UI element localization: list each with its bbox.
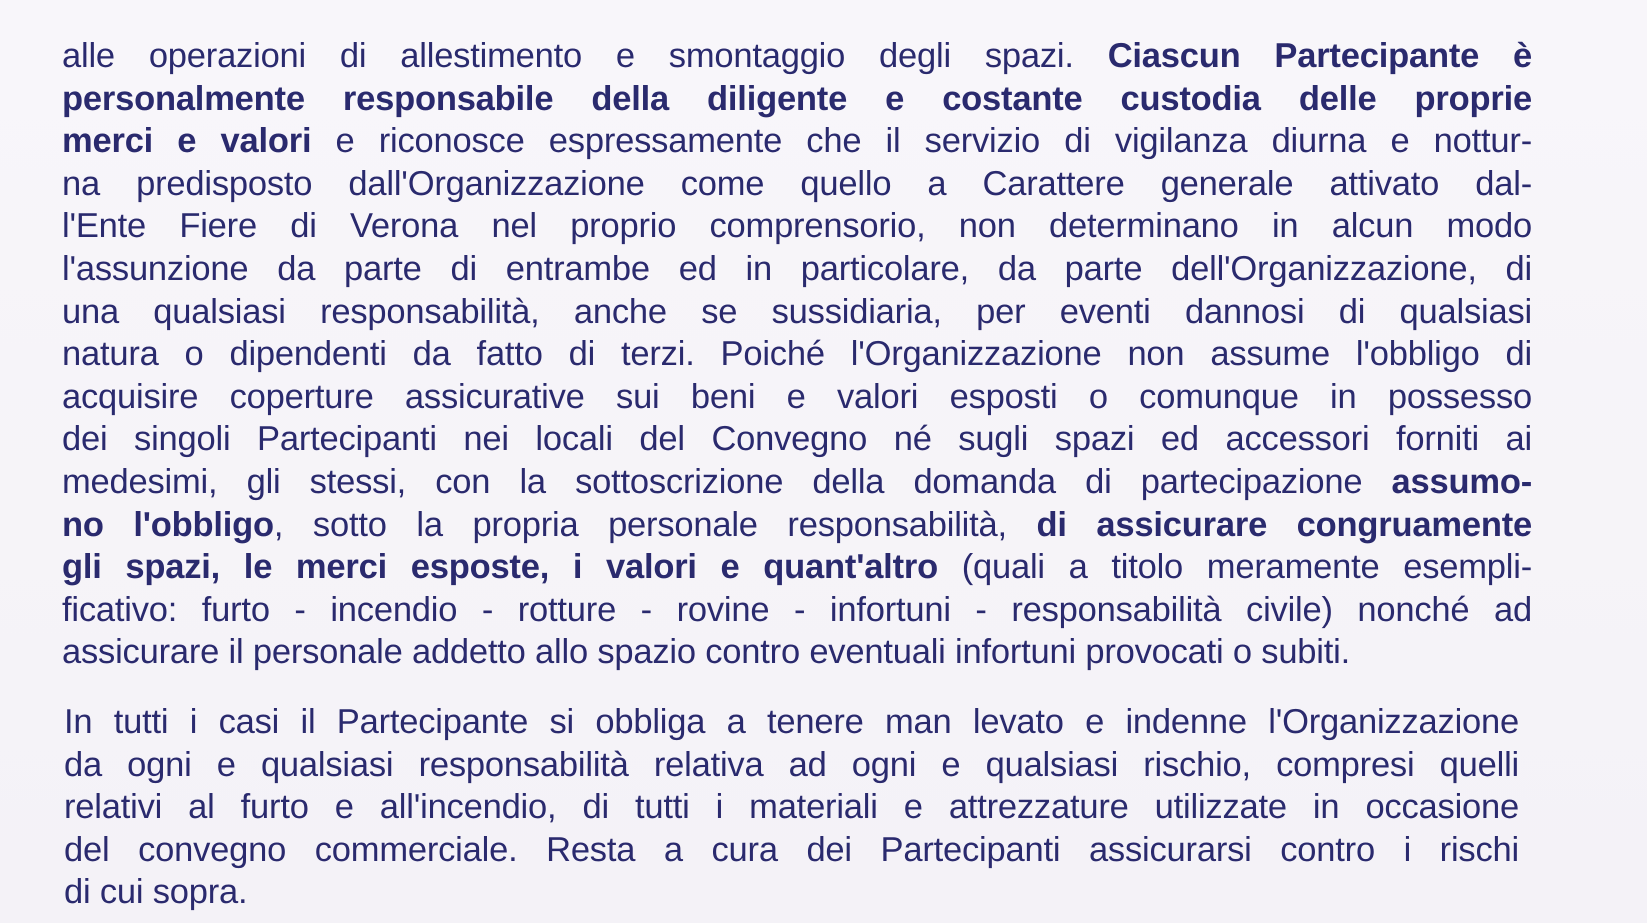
- text-segment: del convegno commerciale. Resta a cura dei Partecipanti assicurarsi contro i rischi: [64, 830, 1519, 869]
- text-segment: di cui sopra.: [64, 873, 248, 912]
- text-line: [62, 418, 1532, 461]
- text-line: [62, 589, 1532, 632]
- text-line: [62, 120, 1532, 163]
- bold-text-segment: personalmente responsabile della diligente e costante custodia delle proprie: [62, 79, 1532, 118]
- text-line: [64, 744, 1519, 787]
- text-line: [62, 546, 1532, 589]
- bold-text-segment: di assicurare congruamente: [1036, 505, 1532, 544]
- text-line: [62, 291, 1532, 334]
- text-line: [64, 701, 1519, 744]
- bold-text-segment: Ciascun Partecipante è: [1107, 37, 1532, 75]
- text-segment: relativi al furto e all'incendio, di tutti i materiali e attrezzature utilizzate in occasione: [64, 788, 1519, 827]
- text-segment: una qualsiasi responsabilità, anche se sussidiaria, per eventi dannosi di qualsiasi: [62, 292, 1532, 331]
- text-segment: natura o dipendenti da fatto di terzi. Poiché l'Organizzazione non assume l'obbligo di: [62, 335, 1532, 374]
- text-segment: medesimi, gli stessi, con la sottoscrizione della domanda di partecipazione: [62, 462, 1392, 501]
- text-line: [62, 461, 1532, 504]
- text-line: [62, 205, 1532, 248]
- text-line: [62, 163, 1532, 206]
- text-segment: (quali a titolo meramente esempli-: [937, 548, 1532, 587]
- paragraph-insurance-responsibility: [62, 35, 1532, 674]
- text-line: [62, 504, 1532, 547]
- text-segment: alle operazioni di allestimento e smontaggio degli spazi.: [62, 37, 1108, 75]
- text-line: [62, 35, 1532, 78]
- bold-text-segment: assumo-: [1391, 462, 1532, 501]
- text-line: [62, 376, 1532, 419]
- text-segment: In tutti i casi il Partecipante si obbliga a tenere man levato e indenne l'Organizzazione: [64, 703, 1519, 741]
- text-segment: dei singoli Partecipanti nei locali del Convegno né sugli spazi ed accessori forniti ai: [62, 420, 1532, 459]
- text-line: [64, 871, 1519, 914]
- bold-text-segment: merci e valori: [62, 122, 312, 161]
- text-line: [64, 829, 1519, 872]
- bold-text-segment: gli spazi, le merci esposte, i valori e quant'altro: [62, 548, 938, 587]
- bold-text-segment: no l'obbligo: [62, 505, 274, 544]
- paragraph-indemnity: [64, 701, 1519, 914]
- text-line: [62, 78, 1532, 121]
- text-segment: acquisire coperture assicurative sui beni e valori esposti o comunque in possesso: [62, 377, 1532, 416]
- text-segment: ficativo: furto - incendio - rotture - rovine - infortuni - responsabilità civile) nonché ad: [62, 590, 1532, 629]
- text-line: [62, 248, 1532, 291]
- text-segment: assicurare il personale addetto allo spazio contro eventuali infortuni provocati o subiti.: [62, 633, 1350, 672]
- text-segment: e riconosce espressamente che il servizio di vigilanza diurna e nottur-: [311, 122, 1532, 161]
- text-segment: l'assunzione da parte di entrambe ed in particolare, da parte dell'Organizzazione, di: [62, 249, 1532, 288]
- text-line: [62, 333, 1532, 376]
- text-line: [64, 786, 1519, 829]
- text-segment: da ogni e qualsiasi responsabilità relativa ad ogni e qualsiasi rischio, compresi quelli: [64, 745, 1519, 784]
- text-segment: l'Ente Fiere di Verona nel proprio comprensorio, non determinano in alcun modo: [62, 207, 1532, 246]
- text-segment: , sotto la propria personale responsabilità,: [273, 505, 1037, 544]
- text-line: [62, 631, 1532, 674]
- text-segment: na predisposto dall'Organizzazione come quello a Carattere generale attivato dal-: [62, 164, 1532, 203]
